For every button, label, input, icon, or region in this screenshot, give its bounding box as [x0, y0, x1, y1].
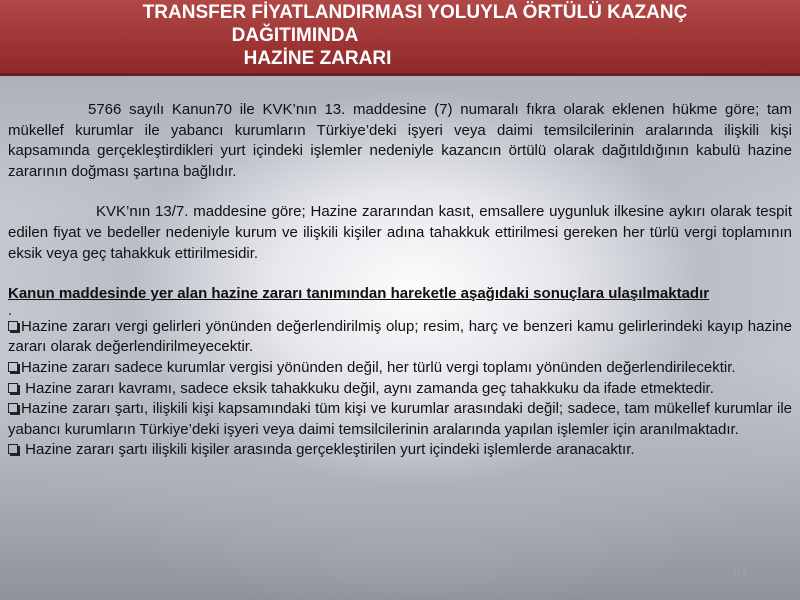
title-bar: [0, 0, 800, 76]
bullet-item: [8, 440, 792, 461]
bullet-text: Hazine zararı vergi gelirleri yönünden değerlendirilmiş olup; resim, harç ve benzeri kamu gelirlerindeki kayıp hazine zararı olarak değerlendirilmeyecektir.: [8, 317, 792, 356]
title-line-3: HAZİNE ZARARI: [243, 48, 392, 69]
title-line-1: TRANSFER FİYATLANDIRMASI YOLUYLA ÖRTÜLÜ KAZANÇ: [142, 2, 688, 23]
bullet-item: [8, 358, 792, 379]
page-number: 81: [734, 565, 748, 579]
paragraph-2: [8, 202, 792, 264]
square-bullet-icon: [8, 403, 18, 413]
paragraph-1-text: 5766 sayılı Kanun70 ile KVK’nın 13. maddesine (7) numaralı fıkra olarak eklenen hükme göre; tam mükellef kurumlar ile yabancı kurumların Türkiye’deki işyeri veya daimi temsilcilerinin aralarında ilişkili kişi kapsamında gerçekleştirdikleri yurt içindeki işlemler nedeniyle kazancın örtülü olarak dağıtıldığının kabulü hazine zararının doğması şartına bağlıdır.: [8, 101, 792, 180]
paragraph-1: [8, 100, 792, 182]
bullet-text: Hazine zararı kavramı, sadece eksik tahakkuku değil, aynı zamanda geç tahakkuku da ifade etmektedir.: [21, 379, 714, 397]
bullet-item: [8, 379, 792, 400]
slide-body: [8, 100, 792, 461]
square-bullet-icon: [8, 444, 18, 454]
square-bullet-icon: [8, 383, 18, 393]
square-bullet-icon: [8, 362, 18, 372]
section-heading: Kanun maddesinde yer alan hazine zararı tanımından hareketle aşağıdaki sonuçlara ulaşılmaktadır: [8, 285, 710, 303]
title-line-2: DAĞITIMINDA: [231, 25, 359, 46]
paragraph-2-text: KVK’nın 13/7. maddesine göre; Hazine zararından kasıt, emsallere uygunluk ilkesine aykırı olarak tespit edilen fiyat ve bedeller nedeniyle kurum ve ilişkili kişiler adına tahakkuk ettirilmesi gereken her türlü vergi toplamının eksik veya geç tahakkuk ettirilmesidir.: [8, 203, 792, 262]
bullet-text: Hazine zararı sadece kurumlar vergisi yönünden değil, her türlü vergi toplamı yönünden değerlendirilecektir.: [21, 358, 736, 376]
bullet-item: [8, 399, 792, 440]
dot-separator: .: [8, 301, 13, 319]
bullet-text: Hazine zararı şartı ilişkili kişiler arasında gerçekleştirilen yurt içindeki işlemlerde aranacaktır.: [21, 441, 635, 459]
bullet-text: Hazine zararı şartı, ilişkili kişi kapsamındaki tüm kişi ve kurumlar arasındaki değil; sadece, tam mükellef kurumlar ile yabancı kurumların Türkiye’deki işyeri veya daimi temsilcilerinin aralarında yapılan işlemler için aranılmaktadır.: [8, 400, 792, 438]
slide-title: [0, 0, 800, 70]
square-bullet-icon: [8, 321, 18, 331]
bullet-item: [8, 317, 792, 358]
